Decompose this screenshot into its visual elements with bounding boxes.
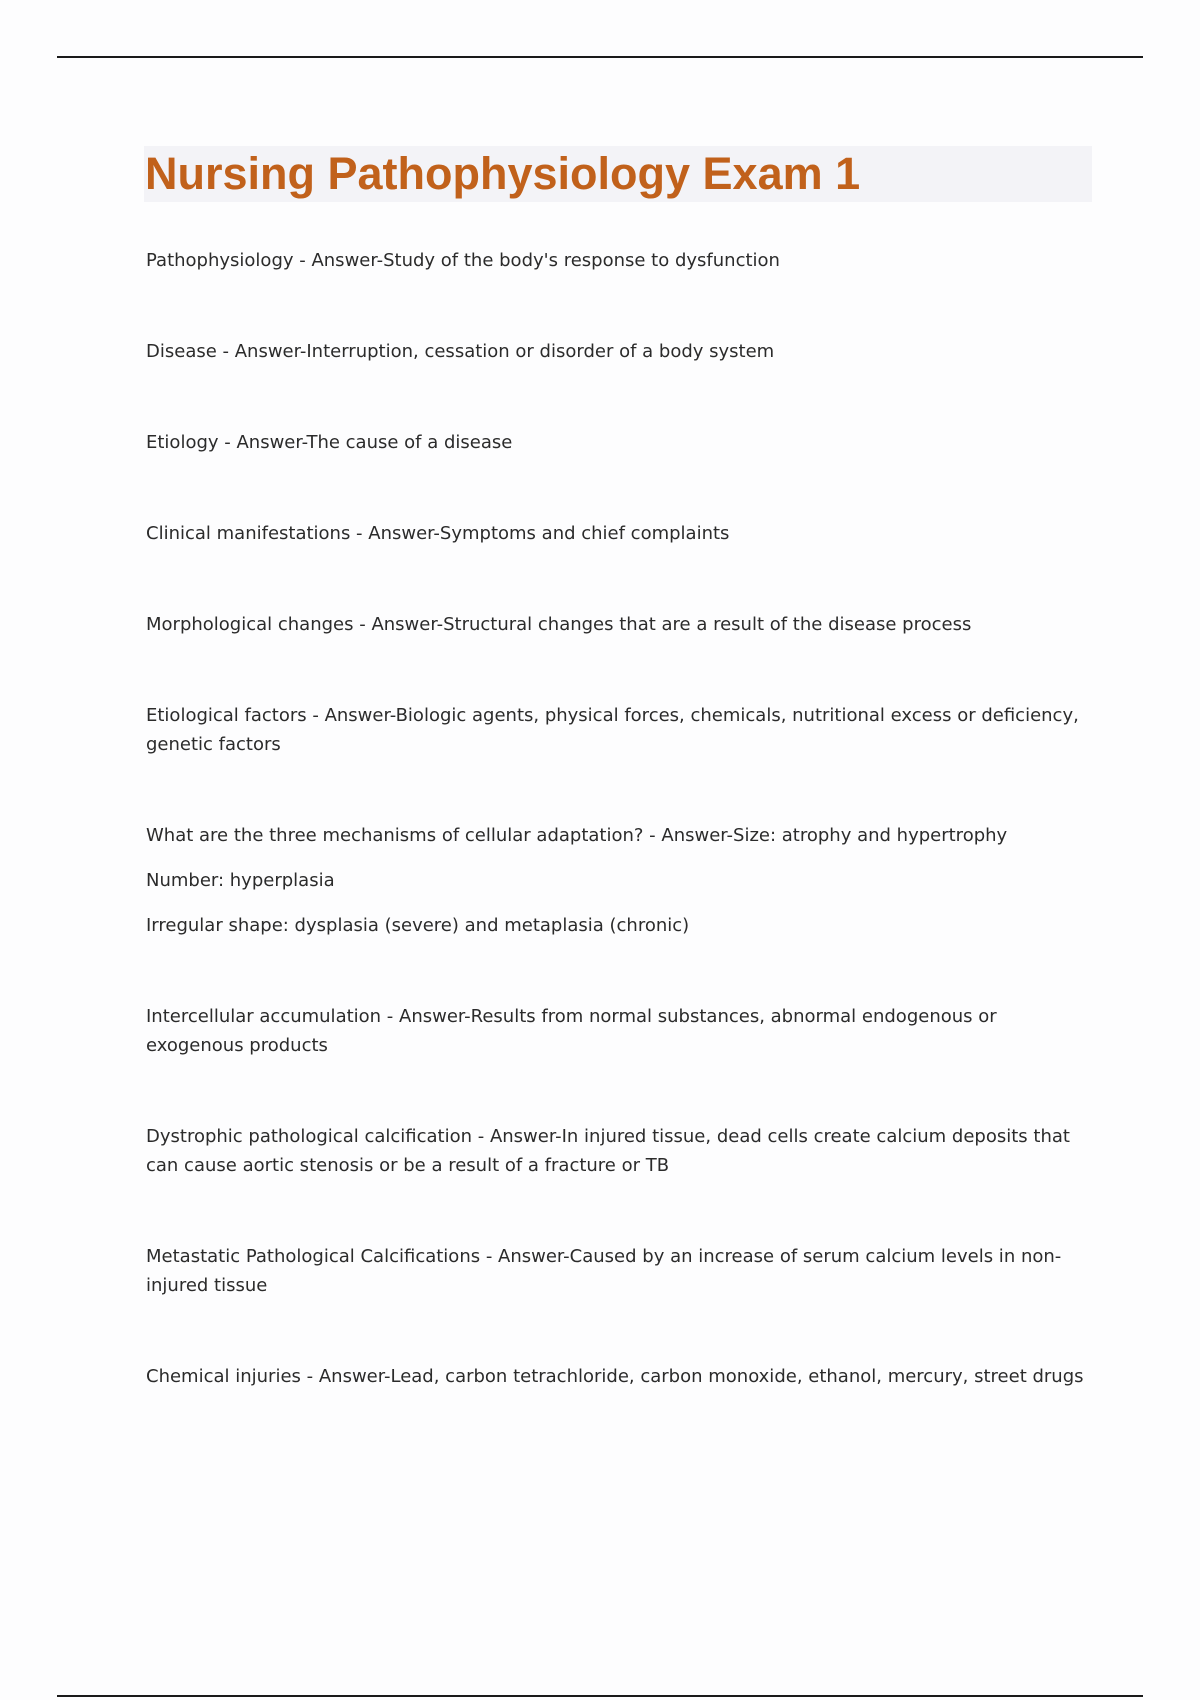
qa-text: What are the three mechanisms of cellular adaptation? - Answer-Size: atrophy and hypertrophy <box>146 825 1008 846</box>
qa-text: Clinical manifestations - Answer-Symptoms and chief complaints <box>146 523 730 544</box>
qa-text: Etiology - Answer-The cause of a disease <box>146 432 513 453</box>
qa-entry <box>146 337 1086 366</box>
qa-text: Etiological factors - Answer-Biologic agents, physical forces, chemicals, nutritional excess or deficiency, genetic factors <box>146 705 1079 755</box>
qa-entry <box>146 428 1086 457</box>
qa-text: Intercellular accumulation - Answer-Results from normal substances, abnormal endogenous or exogenous products <box>146 1006 997 1056</box>
page-title: Nursing Pathophysiology Exam 1 <box>145 148 861 199</box>
qa-list <box>146 246 1086 1453</box>
qa-text: Morphological changes - Answer-Structural changes that are a result of the disease process <box>146 614 972 635</box>
qa-text: Metastatic Pathological Calcifications - Answer-Caused by an increase of serum calcium levels in non-injured tissue <box>146 1246 1062 1296</box>
qa-entry <box>146 519 1086 548</box>
qa-entry <box>146 246 1086 275</box>
qa-text: Dystrophic pathological calcification - Answer-In injured tissue, dead cells create calcium deposits that can cause aortic stenosis or be a result of a fracture or TB <box>146 1126 1070 1176</box>
qa-text-continued: Irregular shape: dysplasia (severe) and metaplasia (chronic) <box>146 915 690 936</box>
qa-entry <box>146 1362 1086 1391</box>
qa-text: Pathophysiology - Answer-Study of the body's response to dysfunction <box>146 250 780 271</box>
qa-text: Disease - Answer-Interruption, cessation or disorder of a body system <box>146 341 775 362</box>
qa-text-continued: Number: hyperplasia <box>146 870 335 891</box>
bottom-rule <box>57 1695 1143 1697</box>
qa-entry <box>146 821 1086 940</box>
qa-entry <box>146 1002 1086 1060</box>
qa-entry <box>146 1242 1086 1300</box>
qa-entry <box>146 610 1086 639</box>
top-rule <box>57 56 1143 58</box>
qa-entry <box>146 701 1086 759</box>
qa-text: Chemical injuries - Answer-Lead, carbon tetrachloride, carbon monoxide, ethanol, mercury, street drugs <box>146 1366 1084 1387</box>
qa-entry <box>146 1122 1086 1180</box>
